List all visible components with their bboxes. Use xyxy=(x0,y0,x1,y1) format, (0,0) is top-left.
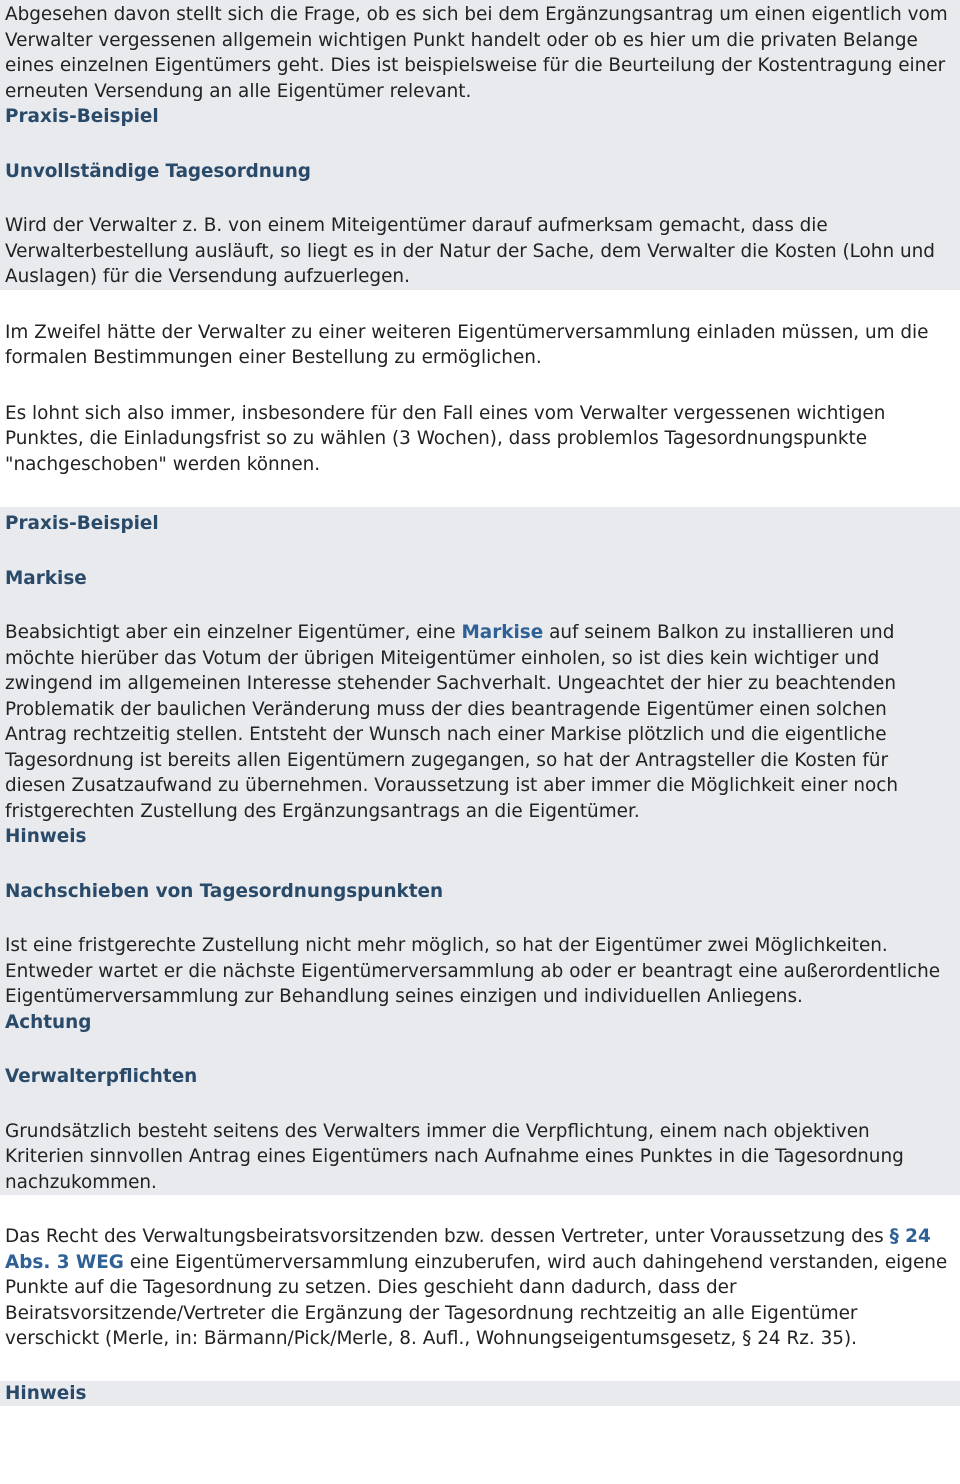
paragraph-beirat xyxy=(0,1224,960,1352)
para4-text-after: eine Eigentümerversammlung einzuberufen, wird auch dahingehend verstanden, eigene Punkte auf die Tagesordnung zu setzen. Dies geschieht dann dadurch, dass der Beiratsvorsitzende/Vertreter die Ergänzung der Tagesordnung rechtzeitig an alle Eigentümer verschickt (Merle, in: Bärmann/Pick/Merle, 8. Aufl., Wohnungseigentumsgesetz, § 24 Rz. 35). xyxy=(5,1251,948,1349)
box3-text: Ist eine fristgerechte Zustellung nicht mehr möglich, so hat der Eigentümer zwei Möglichkeiten. Entweder wartet er die nächste Eigentümerversammlung ab oder er beantragt eine außerordentliche Eigentümerversammlung zur Behandlung seines einzigen und individuellen Anliegens. xyxy=(5,935,941,1007)
intro-box xyxy=(0,0,960,290)
box4-text: Grundsätzlich besteht seitens des Verwalters immer die Verpflichtung, einem nach objektiven Kriterien sinnvollen Antrag eines Eigentümers nach Aufnahme eines Punktes in die Tagesordnung nachzukommen. xyxy=(5,1120,904,1193)
box2-title: Markise xyxy=(5,567,87,589)
box2-label: Praxis-Beispiel xyxy=(5,513,159,534)
weg-link[interactable]: § 24 Abs. 3 WEG xyxy=(5,1226,931,1273)
paragraph-einladungsfrist: Es lohnt sich also immer, insbesondere für den Fall eines vom Verwalter vergessenen wichtigen Punktes, die Einladungsfrist so zu wählen (3 Wochen), dass problemlos Tagesordnungspunkte "nachgeschoben" werden können. xyxy=(5,402,886,475)
box3-title: Nachschieben von Tagesordnungspunkten xyxy=(5,880,444,902)
intro-paragraph: Abgesehen davon stellt sich die Frage, ob es sich bei dem Ergänzungsantrag um einen eigentlich vom Verwalter vergessenen allgemein wichtigen Punkt handelt oder ob es hier um die privaten Belange eines einzelnen Eigentümers geht. Dies ist beispielsweise für die Beurteilung der Kostentragung einer erneuten Versendung an alle Eigentümer relevant. xyxy=(5,4,948,102)
box1-text: Wird der Verwalter z. B. von einem Miteigentümer darauf aufmerksam gemacht, dass die Verwalterbestellung ausläuft, so liegt es in der Natur der Sache, dem Verwalter die Kosten (Lohn und Auslagen) für die Versendung aufzuerlegen. xyxy=(5,215,935,287)
box3-label: Hinweis xyxy=(5,826,87,847)
para4-text-before: Das Recht des Verwaltungsbeiratsvorsitzenden bzw. dessen Vertreter, unter Voraussetzung des xyxy=(5,1226,890,1247)
box2-text-after: auf seinem Balkon zu installieren und möchte hierüber das Votum der übrigen Miteigentümer einholen, so ist dies kein wichtiger und zwingend im allgemeinen Interesse stehender Sachverhalt. Ungeachtet der hier zu beachtenden Problematik der baulichen Veränderung muss der dies beantragende Eigentümer einen solchen Antrag rechtzeitig stellen. Entsteht der Wunsch nach einer Markise plötzlich und die eigentliche Tagesordnung ist bereits allen Eigentümern zugegangen, so hat der Antragsteller die Kosten für diesen Zusatzaufwand zu übernehmen. Voraussetzung ist aber immer die Möglichkeit einer noch fristgerechten Zustellung des Ergänzungsantrags an die Eigentümer. xyxy=(5,622,899,822)
paragraph-zweifel: Im Zweifel hätte der Verwalter zu einer weiteren Eigentümerversammlung einladen müssen, um die formalen Bestimmungen einer Bestellung zu ermöglichen. xyxy=(5,321,929,368)
box1-title: Unvollständige Tagesordnung xyxy=(5,160,311,182)
example-box-markise xyxy=(0,507,960,1406)
box5-label: Hinweis xyxy=(5,1382,87,1404)
box2-text-before: Beabsichtigt aber ein einzelner Eigentümer, eine xyxy=(5,622,462,643)
box1-label: Praxis-Beispiel xyxy=(5,106,159,127)
markise-link[interactable]: Markise xyxy=(461,622,544,643)
box4-title: Verwalterpflichten xyxy=(5,1066,198,1087)
box4-label: Achtung xyxy=(5,1011,92,1033)
box2-text xyxy=(5,620,952,824)
